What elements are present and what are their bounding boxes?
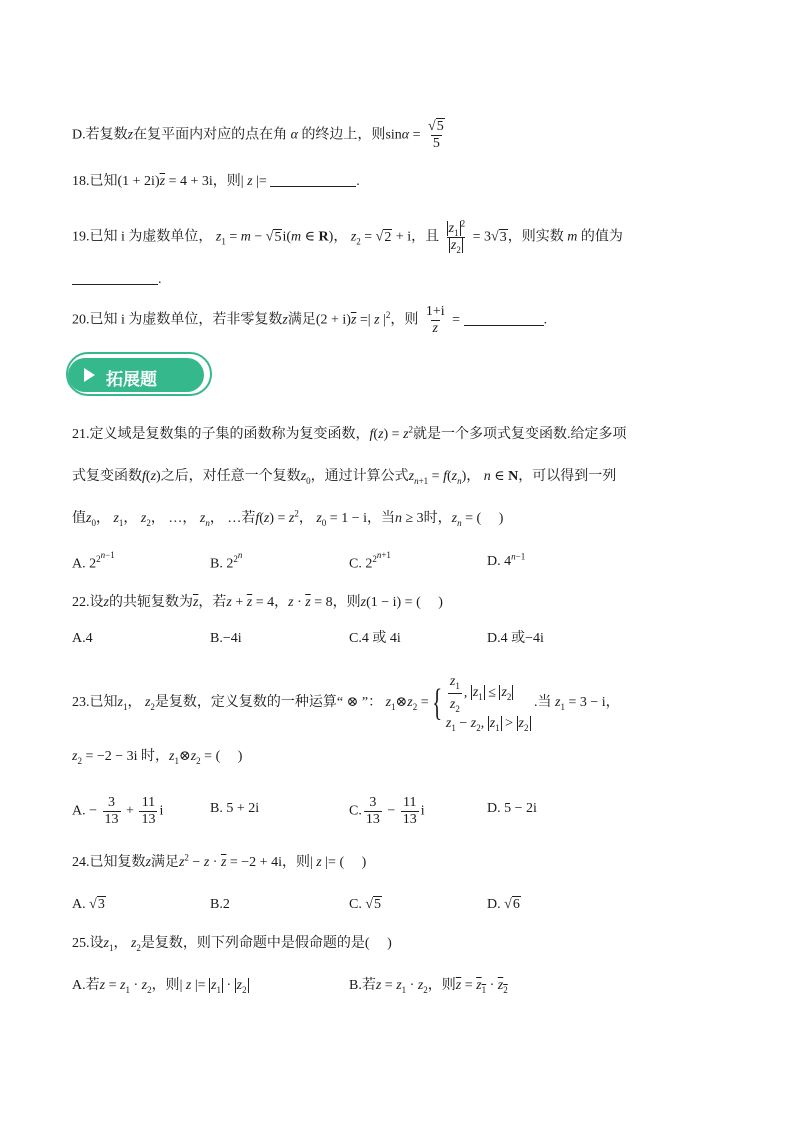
q24: 24.已知复数z满足$z^2 - z \cdot \overline{z} = -2 + 4i$，则| z |= ( ) xyxy=(72,852,367,870)
q23-option-c[interactable]: C. $\frac{3}{13}$ − $\frac{11}{13}$ i xyxy=(349,795,425,827)
q24-option-b[interactable]: B.2 xyxy=(210,897,230,912)
q19-fraction: $\frac{z_1^2}{z_2}$ xyxy=(448,218,466,255)
q21-line2: 式复变函数f(z)之后，对任意一个复数$z_0$，通过计算公式$z_{n+1} = f(z_n)$， n ∈ N，可以得到一列 xyxy=(72,469,617,486)
q23-option-b[interactable]: B. 5 + 2i xyxy=(210,801,260,816)
q19-answer-blank[interactable] xyxy=(72,270,158,285)
q21-line3: 值$z_0$， $z_1$， $z_2$， …， $z_n$， …若$f(z) = z^2$， $z_0 = 1 - i$，当n ≥ 3时，$z_n$ = ( ) xyxy=(72,508,504,528)
q19-answer-line: . xyxy=(72,270,162,287)
q21-line1: 21.定义域是复数集的子集的函数称为复变函数，$f(z) = z^2$就是一个多项式复变函数.给定多项 xyxy=(72,424,627,442)
q22-option-d[interactable]: D.4 或−4i xyxy=(487,631,544,646)
q18-answer-blank[interactable] xyxy=(270,172,356,187)
q20: 20.已知 i 为虚数单位，若非零复数z满足$(2 + i)\overline{z}$ =| z $|^2$，则 $\frac{1+i}{z}$ = . xyxy=(72,304,548,336)
q21-option-b[interactable]: B. $2^{2^n}$ xyxy=(210,550,243,572)
q19: 19.已知 i 为虚数单位， $z_1 = m - √5i(m$ ∈ R)， $z_2 = √2 + i$，且 $\frac{z_1^2}{z_2}$ = 3√3，则实数 m 的值为 xyxy=(72,218,623,255)
q24-option-c[interactable]: C. √5 xyxy=(349,897,382,912)
q22: 22.设z的共轭复数为$\overline{z}$，若$z + \overline{z} = 4$，$z \cdot \overline{z} = 8$，则z(1 − i) = ( ) xyxy=(72,595,443,610)
q25-option-b[interactable]: B.若$z = z_1 \cdot z_2$，则$\overline{z} = z_1 \cdot z_2$ xyxy=(349,978,508,995)
q23-line1: 23.已知$z_1$， $z_2$是复数，定义复数的一种运算“ ⊗ ”： $z_1\otimes z_2$ = { $\frac{z_1}{z_2}$ , $z_1 \le z_2$ $z_1 - z_2$, $z_1 > z_2$ .当 $z_1 = 3 - i$， xyxy=(72,674,620,733)
q17-d-text: D.若复数 xyxy=(72,127,128,143)
q17-option-d: D.若复数z在复平面内对应的点在角 α 的终边上，则sinα = $\frac{√5}{5}$ xyxy=(72,120,449,151)
q22-option-c[interactable]: C.4 或 4i xyxy=(349,631,401,646)
q21-option-c[interactable]: C. $2^{2^{n+1}}$ xyxy=(349,550,391,572)
q24-option-a[interactable]: A. √3 xyxy=(72,897,105,912)
play-icon xyxy=(84,368,95,382)
q23-option-d[interactable]: D. 5 − 2i xyxy=(487,801,537,816)
q22-option-a[interactable]: A.4 xyxy=(72,631,93,646)
q25-option-a[interactable]: A.若$z = z_1 \cdot z_2$，则| z |= $z_1 \cdot z_2$ xyxy=(72,978,247,995)
q24-option-d[interactable]: D. √6 xyxy=(487,897,520,912)
q23-cases: $\frac{z_1}{z_2}$ , $z_1 \le z_2$ $z_1 - z_2$, $z_1 > z_2$ xyxy=(445,674,529,733)
q23-option-a[interactable]: A. − $\frac{3}{13}$ + $\frac{11}{13}$ i xyxy=(72,795,164,827)
q18: 18.已知$(1 + 2i)\overline{z} = 4 + 3i$，则| z |= . xyxy=(72,174,360,189)
q21-option-a[interactable]: A. $2^{2^{n-1}}$ xyxy=(72,550,115,572)
q20-answer-blank[interactable] xyxy=(464,311,544,326)
q23-line2: $z_2 = -2 - 3i$ 时，$z_1\otimes z_2$ = ( ) xyxy=(72,749,243,766)
q21-option-d[interactable]: D. $4^{n-1}$ xyxy=(487,551,526,569)
q20-fraction: $\frac{1+i}{z}$ xyxy=(425,304,445,336)
q17-d-fraction: $\frac{√5}{5}$ xyxy=(428,119,444,151)
q25: 25.设$z_1$， $z_2$是复数，则下列命题中是假命题的是( ) xyxy=(72,936,392,953)
q22-option-b[interactable]: B.−4i xyxy=(210,631,242,646)
section-badge xyxy=(66,352,212,396)
section-title: 拓展题 xyxy=(106,370,157,390)
